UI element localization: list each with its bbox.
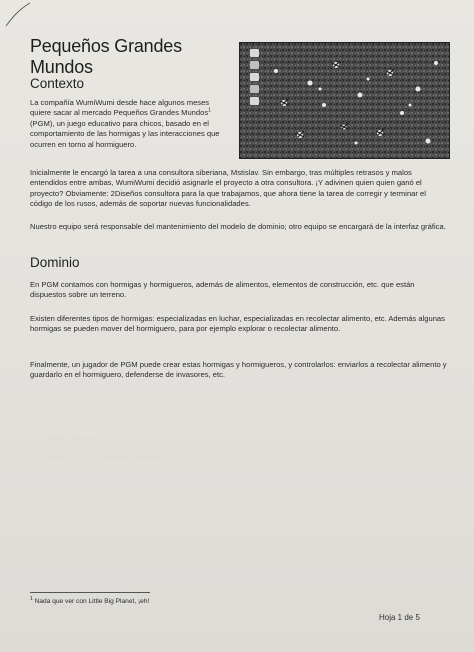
context-paragraph-3: Nuestro equipo será responsable del mantenimiento del modelo de dominio; otro equipo se encargará de la interfaz gráfica. xyxy=(30,222,446,231)
page-number: Hoja 1 de 5 xyxy=(379,613,420,622)
section-heading-domain: Dominio xyxy=(30,255,80,270)
pen-mark xyxy=(0,0,40,30)
bleed-through-code: - ------- ------ - -- --- ------ ---- ------- --- ---------- ---- ------ - ----- ------- --- -------- -- -------- ------- ------ -------- --------- ------ ---- ----- xyxy=(48,400,167,480)
context-paragraph-1-part-a: La compañía WumiWumi desde hace algunos meses quiere sacar al mercado Pequeños Grandes Mundos xyxy=(30,98,210,118)
footnote-divider xyxy=(30,592,150,593)
domain-paragraph-1: En PGM contamos con hormigas y hormigueros, además de alimentos, elementos de construcción, etc. que están dispuestos sobre un terreno. xyxy=(30,280,415,300)
footnote-text: Nada que ver con Little Big Planet, ¡eh! xyxy=(34,598,150,605)
footnote-ref: 1 xyxy=(208,107,211,114)
context-paragraph-1 xyxy=(30,98,228,150)
domain-paragraph-2: Existen diferentes tipos de hormigas: especializadas en luchar, especializadas en recolectar alimento, etc. Además algunas hormigas se pueden mover del hormiguero, para por ejemplo explorar o recolectar alimento. xyxy=(30,314,445,334)
footnote-marker: 1 xyxy=(30,595,33,602)
section-heading-context: Contexto xyxy=(30,76,85,91)
game-screenshot xyxy=(239,42,450,159)
footnote xyxy=(30,595,150,605)
context-paragraph-2: Inicialmente le encargó la tarea a una consultora siberiana, Mstislav. Sin embargo, tras múltiples retrasos y malos entendidos entre ambas, WumiWumi decidió asignarle el proyecto a otra consultora. ¡Y adivinen quien quien ganó el proyecto? Obviamente: 2Diseños consultora para la que trabajamos, que ahora tiene la tarea de corregir y terminar el código de los rusos, además de soportar nuevas funcionalidades. xyxy=(30,168,426,209)
game-screenshot-image xyxy=(240,43,449,158)
domain-paragraph-3: Finalmente, un jugador de PGM puede crear estas hormigas y hormigueros, y controlarlos: enviarlos a recolectar alimento y guardarlo en el hormiguero, defenderse de invasores, etc. xyxy=(30,360,447,380)
document-title: Pequeños Grandes Mundos xyxy=(30,36,182,77)
context-paragraph-1-part-b: (PGM), un juego educativo para chicos, basado en el comportamiento de las hormigas y las interacciones que ocurren en torno al hormiguero. xyxy=(30,118,220,149)
